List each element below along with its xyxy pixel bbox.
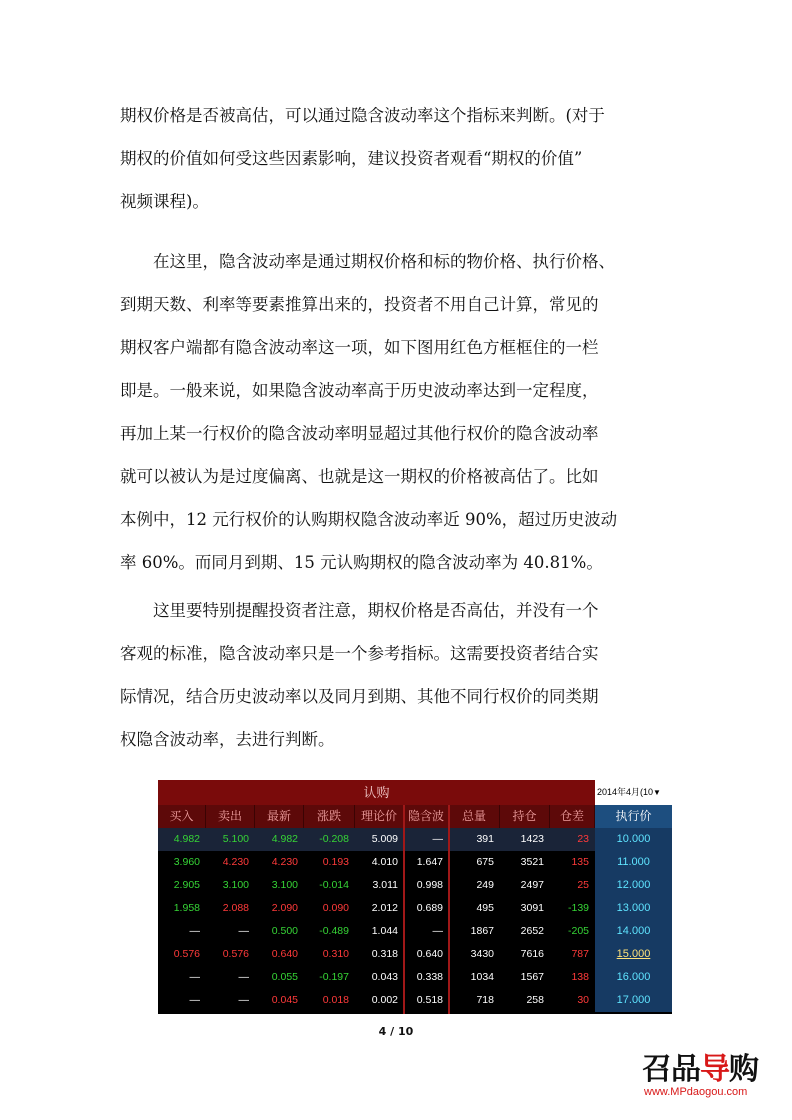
page-number: 4 / 10: [378, 1025, 414, 1038]
cell-change: -0.197: [319, 971, 349, 983]
cell-change: 0.310: [322, 948, 349, 960]
cell-strike: 11.000: [595, 851, 672, 874]
cell-oi-change: 30: [577, 994, 589, 1006]
cell-open-interest: 2497: [520, 879, 544, 891]
cell-change: 0.090: [322, 902, 349, 914]
table-row[interactable]: [158, 989, 672, 1012]
column-header-strike[interactable]: 执行价: [595, 805, 672, 828]
paragraph-line: 再加上某一行权价的隐含波动率明显超过其他行权价的隐含波动率: [120, 424, 599, 443]
cell-theoretical: 3.011: [372, 879, 398, 891]
cell-bid: —: [189, 994, 200, 1006]
cell-oi-change: -139: [567, 902, 589, 914]
table-row[interactable]: [158, 966, 672, 989]
cell-open-interest: 3521: [520, 856, 544, 868]
iv-column-border-left: [403, 805, 405, 1014]
paragraph-line: 期权价格是否被高估，可以通过隐含波动率这个指标来判断。(对于: [120, 106, 605, 125]
cell-bid: 1.958: [173, 902, 200, 914]
call-options-header: 认购: [158, 780, 595, 805]
cell-open-interest: 3091: [520, 902, 544, 914]
cell-change: -0.489: [319, 925, 349, 937]
cell-volume: 675: [476, 856, 494, 868]
cell-implied-vol: 1.647: [416, 856, 443, 868]
paragraph-line: 率 60%。而同月到期、15 元认购期权的隐含波动率为 40.81%。: [120, 553, 603, 572]
paragraph-line: 这里要特别提醒投资者注意，期权价格是否高估，并没有一个: [120, 601, 599, 620]
column-header-implied-vol[interactable]: 隐含波: [404, 805, 449, 828]
option-quote-table: [158, 780, 672, 1014]
cell-strike: 16.000: [595, 966, 672, 989]
cell-volume: 391: [476, 833, 494, 845]
paragraph: [120, 94, 680, 223]
paragraph: [120, 589, 680, 761]
cell-oi-change: 135: [571, 856, 589, 868]
cell-bid: 3.960: [173, 856, 200, 868]
cell-volume: 3430: [470, 948, 494, 960]
cell-theoretical: 0.318: [371, 948, 398, 960]
cell-ask: 4.230: [222, 856, 249, 868]
cell-theoretical: 1.044: [371, 925, 398, 937]
cell-open-interest: 258: [526, 994, 544, 1006]
logo-wordmark: 召品导购: [642, 1052, 758, 1087]
cell-bid: 2.905: [173, 879, 200, 891]
cell-strike: 15.000: [595, 943, 672, 966]
cell-ask: 5.100: [222, 833, 249, 845]
column-header-open-interest[interactable]: 持仓: [500, 805, 550, 828]
column-header-change[interactable]: 涨跌: [304, 805, 355, 828]
cell-change: -0.014: [319, 879, 349, 891]
paragraph-line: 际情况，结合历史波动率以及同月到期、其他不同行权价的同类期: [120, 687, 599, 706]
cell-ask: —: [238, 994, 249, 1006]
paragraph-line: 就可以被认为是过度偏离、也就是这一期权的价格被高估了。比如: [120, 467, 599, 486]
cell-volume: 1867: [470, 925, 494, 937]
column-header-volume[interactable]: 总量: [449, 805, 500, 828]
cell-oi-change: 138: [571, 971, 589, 983]
cell-implied-vol: 0.518: [416, 994, 443, 1006]
paragraph: [120, 240, 680, 584]
table-row[interactable]: [158, 851, 672, 874]
cell-open-interest: 2652: [520, 925, 544, 937]
cell-open-interest: 7616: [520, 948, 544, 960]
cell-implied-vol: 0.640: [416, 948, 443, 960]
cell-strike: 17.000: [595, 989, 672, 1012]
cell-last: 0.640: [271, 948, 298, 960]
cell-change: 0.193: [322, 856, 349, 868]
table-row[interactable]: [158, 874, 672, 897]
cell-open-interest: 1567: [520, 971, 544, 983]
table-row[interactable]: [158, 943, 672, 966]
expiry-month-select[interactable]: [595, 780, 672, 805]
column-header-ask[interactable]: 卖出: [206, 805, 255, 828]
paragraph-line: 期权的价值如何受这些因素影响，建议投资者观看“期权的价值”: [120, 149, 583, 168]
table-row[interactable]: [158, 920, 672, 943]
cell-implied-vol: 0.338: [416, 971, 443, 983]
cell-strike: 14.000: [595, 920, 672, 943]
cell-volume: 495: [476, 902, 494, 914]
column-header-bid[interactable]: 买入: [158, 805, 206, 828]
cell-open-interest: 1423: [520, 833, 544, 845]
cell-strike: 12.000: [595, 874, 672, 897]
cell-implied-vol: —: [432, 925, 443, 937]
table-row[interactable]: [158, 828, 672, 851]
cell-ask: 3.100: [222, 879, 249, 891]
cell-strike: 13.000: [595, 897, 672, 920]
cell-ask: —: [238, 971, 249, 983]
cell-implied-vol: 0.689: [416, 902, 443, 914]
paragraph-line: 视频课程)。: [120, 192, 209, 211]
cell-implied-vol: —: [432, 833, 443, 845]
cell-change: 0.018: [322, 994, 349, 1006]
paragraph-line: 本例中，12 元行权价的认购期权隐含波动率近 90%，超过历史波动: [120, 510, 618, 529]
cell-bid: —: [189, 925, 200, 937]
cell-theoretical: 0.002: [371, 994, 398, 1006]
cell-last: 0.500: [271, 925, 298, 937]
cell-oi-change: 787: [571, 948, 589, 960]
cell-theoretical: 4.010: [371, 856, 398, 868]
cell-oi-change: -205: [567, 925, 589, 937]
cell-ask: —: [238, 925, 249, 937]
cell-theoretical: 0.043: [371, 971, 398, 983]
cell-ask: 2.088: [222, 902, 249, 914]
cell-oi-change: 23: [577, 833, 589, 845]
cell-bid: 0.576: [173, 948, 200, 960]
cell-ask: 0.576: [222, 948, 249, 960]
cell-theoretical: 2.012: [371, 902, 398, 914]
cell-last: 2.090: [271, 902, 298, 914]
paragraph-line: 到期天数、利率等要素推算出来的，投资者不用自己计算，常见的: [120, 295, 599, 314]
cell-bid: —: [189, 971, 200, 983]
cell-last: 4.982: [271, 833, 298, 845]
cell-strike: 10.000: [595, 828, 672, 851]
iv-column-border-right: [448, 805, 450, 1014]
cell-oi-change: 25: [577, 879, 589, 891]
paragraph-line: 期权客户端都有隐含波动率这一项，如下图用红色方框框住的一栏: [120, 338, 599, 357]
cell-change: -0.208: [319, 833, 349, 845]
column-header-last[interactable]: 最新: [255, 805, 304, 828]
column-header-oi-change[interactable]: 仓差: [550, 805, 595, 828]
table-row[interactable]: [158, 897, 672, 920]
cell-volume: 1034: [470, 971, 494, 983]
cell-bid: 4.982: [173, 833, 200, 845]
site-logo: [642, 1044, 772, 1114]
cell-last: 0.055: [271, 971, 298, 983]
paragraph-line: 权隐含波动率，去进行判断。: [120, 730, 335, 749]
cell-volume: 718: [476, 994, 494, 1006]
expiry-month-label: 2014年4月(10: [597, 787, 654, 797]
cell-implied-vol: 0.998: [416, 879, 443, 891]
cell-last: 3.100: [271, 879, 298, 891]
cell-volume: 249: [476, 879, 494, 891]
paragraph-line: 即是。一般来说，如果隐含波动率高于历史波动率达到一定程度，: [120, 381, 599, 400]
column-header-theoretical[interactable]: 理论价: [355, 805, 404, 828]
paragraph-line: 在这里，隐含波动率是通过期权价格和标的物价格、执行价格、: [120, 252, 615, 271]
cell-last: 0.045: [271, 994, 298, 1006]
logo-url: www.MPdaogou.com: [644, 1086, 748, 1098]
chevron-down-icon: ▼: [653, 788, 661, 797]
paragraph-line: 客观的标准，隐含波动率只是一个参考指标。这需要投资者结合实: [120, 644, 599, 663]
cell-theoretical: 5.009: [371, 833, 398, 845]
cell-last: 4.230: [271, 856, 298, 868]
